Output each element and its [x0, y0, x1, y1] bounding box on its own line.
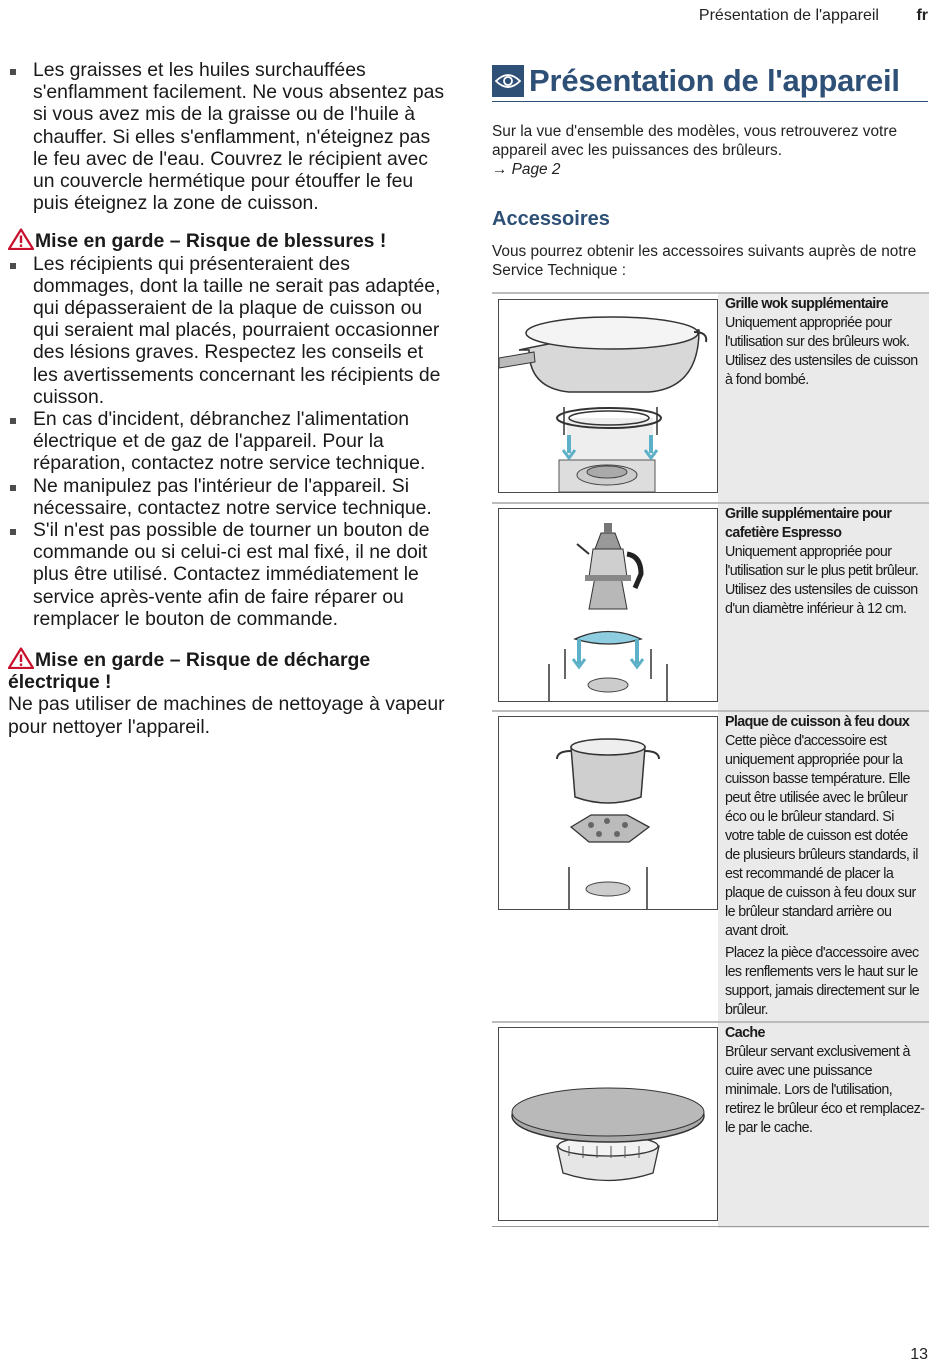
warning-triangle-icon	[8, 228, 34, 250]
accessory-name: Grille supplémentaire pour cafetière Espresso	[725, 506, 892, 541]
accessory-name: Plaque de cuisson à feu doux	[725, 714, 910, 730]
subsection-intro: Vous pourrez obtenir les accessoires suivants auprès de notre Service Technique :	[492, 243, 917, 279]
simmer-plate-illustration	[498, 716, 718, 910]
left-column	[8, 59, 448, 738]
fire-safety-list	[8, 59, 448, 214]
running-header	[699, 7, 928, 25]
accessory-name: Grille wok supplémentaire	[725, 296, 888, 312]
warning-heading-injury: Mise en garde – Risque de blessures !	[8, 228, 448, 252]
accessory-row-cache	[492, 1021, 929, 1228]
accessory-row-simmer-plate	[492, 710, 929, 1023]
list-item: Les graisses et les huiles surchauffées s'enflamment facilement. Ne vous absentez pas si vous avez mis de la graisse ou de l'huile à chauffer. Si elles s'enflamment, n'éteignez pas le feu avec de l'eau. Couvrez le récipient avec un couvercle hermétique pour étouffer le feu puis éteignez la zone de cuisson.	[8, 59, 448, 214]
list-item: Ne manipulez pas l'intérieur de l'appareil. Si nécessaire, contactez notre service technique.	[8, 475, 448, 519]
warning-heading-electric: Mise en garde – Risque de décharge électrique !	[8, 649, 371, 694]
accessory-row-wok	[492, 292, 929, 504]
table-bottom-rule	[492, 1226, 929, 1227]
running-header-title: Présentation de l'appareil	[698, 7, 879, 24]
bullet-square-icon	[10, 529, 16, 535]
list-item: S'il n'est pas possible de tourner un bouton de commande ou si celui-ci est mal fixé, il ne doit plus être utilisé. Contactez immédiatement le service après-vente afin de faire réparer ou remplacer le bouton de commande.	[8, 519, 448, 630]
page-number: 13	[910, 1346, 928, 1363]
wok-grid-illustration	[498, 299, 718, 493]
section-title: Présentation de l'appareil	[492, 63, 928, 99]
language-code: fr	[916, 7, 928, 24]
intro-text: Sur la vue d'ensemble des modèles, vous retrouverez votre appareil avec les puissances des brûleurs. → Page 2	[492, 123, 898, 178]
list-item: Les récipients qui présenteraient des dommages, dont la taille ne serait pas adaptée, qui dépasseraient de la plaque de cuisson ou qui seraient mal placés, pourraient occasionner des lésions graves. Respectez les conseils et les avertissements concernant les récipients de cuisson.	[8, 253, 448, 408]
warning-triangle-icon	[8, 647, 34, 669]
accessory-row-espresso	[492, 502, 929, 712]
espresso-grid-illustration	[498, 508, 718, 702]
bullet-square-icon	[10, 69, 16, 75]
eye-icon	[492, 65, 524, 97]
right-column	[492, 63, 928, 280]
bullet-square-icon	[10, 418, 16, 424]
list-item: En cas d'incident, débranchez l'alimentation électrique et de gaz de l'appareil. Pour la réparation, contactez notre service technique.	[8, 408, 448, 475]
accessory-description: Grille wok supplémentaire Uniquement appropriée pour l'utilisation sur des brûleurs wok. Utilisez des ustensiles de cuisson à fond bombé.	[718, 294, 929, 504]
bullet-square-icon	[10, 263, 16, 269]
accessory-description: Plaque de cuisson à feu doux Cette pièce d'accessoire est uniquement appropriée pour la cuisson basse température. Elle peut être utilisée avec le brûleur éco ou le brûleur standard. Si votre table de cuisson est dotée de plusieurs brûleurs standards, il est recommandé de placer la plaque de cuisson à feu doux sur le brûleur standard arrière ou avant droit. Placez la pièce d'accessoire avec les renflements vers le haut sur le support, jamais directement sur le brûleur.	[718, 712, 929, 1023]
subsection-title: Accessoires	[492, 208, 610, 230]
page-reference-link[interactable]: → Page 2	[492, 161, 561, 178]
cache-cover-illustration	[498, 1027, 718, 1221]
accessory-description: Grille supplémentaire pour cafetière Espresso Uniquement appropriée pour l'utilisation sur le plus petit brûleur. Utilisez des ustensiles de cuisson d'un diamètre inférieur à 12 cm.	[718, 504, 929, 712]
accessory-name: Cache	[725, 1025, 765, 1041]
bullet-square-icon	[10, 485, 16, 491]
injury-warning-list	[8, 253, 448, 630]
accessory-description: Cache Brûleur servant exclusivement à cuire avec une puissance minimale. Lors de l'utilisation, retirez le brûleur éco et remplacez-le par le cache.	[718, 1023, 929, 1228]
title-underline	[492, 101, 928, 102]
electric-warning-text: Ne pas utiliser de machines de nettoyage à vapeur pour nettoyer l'appareil.	[8, 693, 445, 738]
